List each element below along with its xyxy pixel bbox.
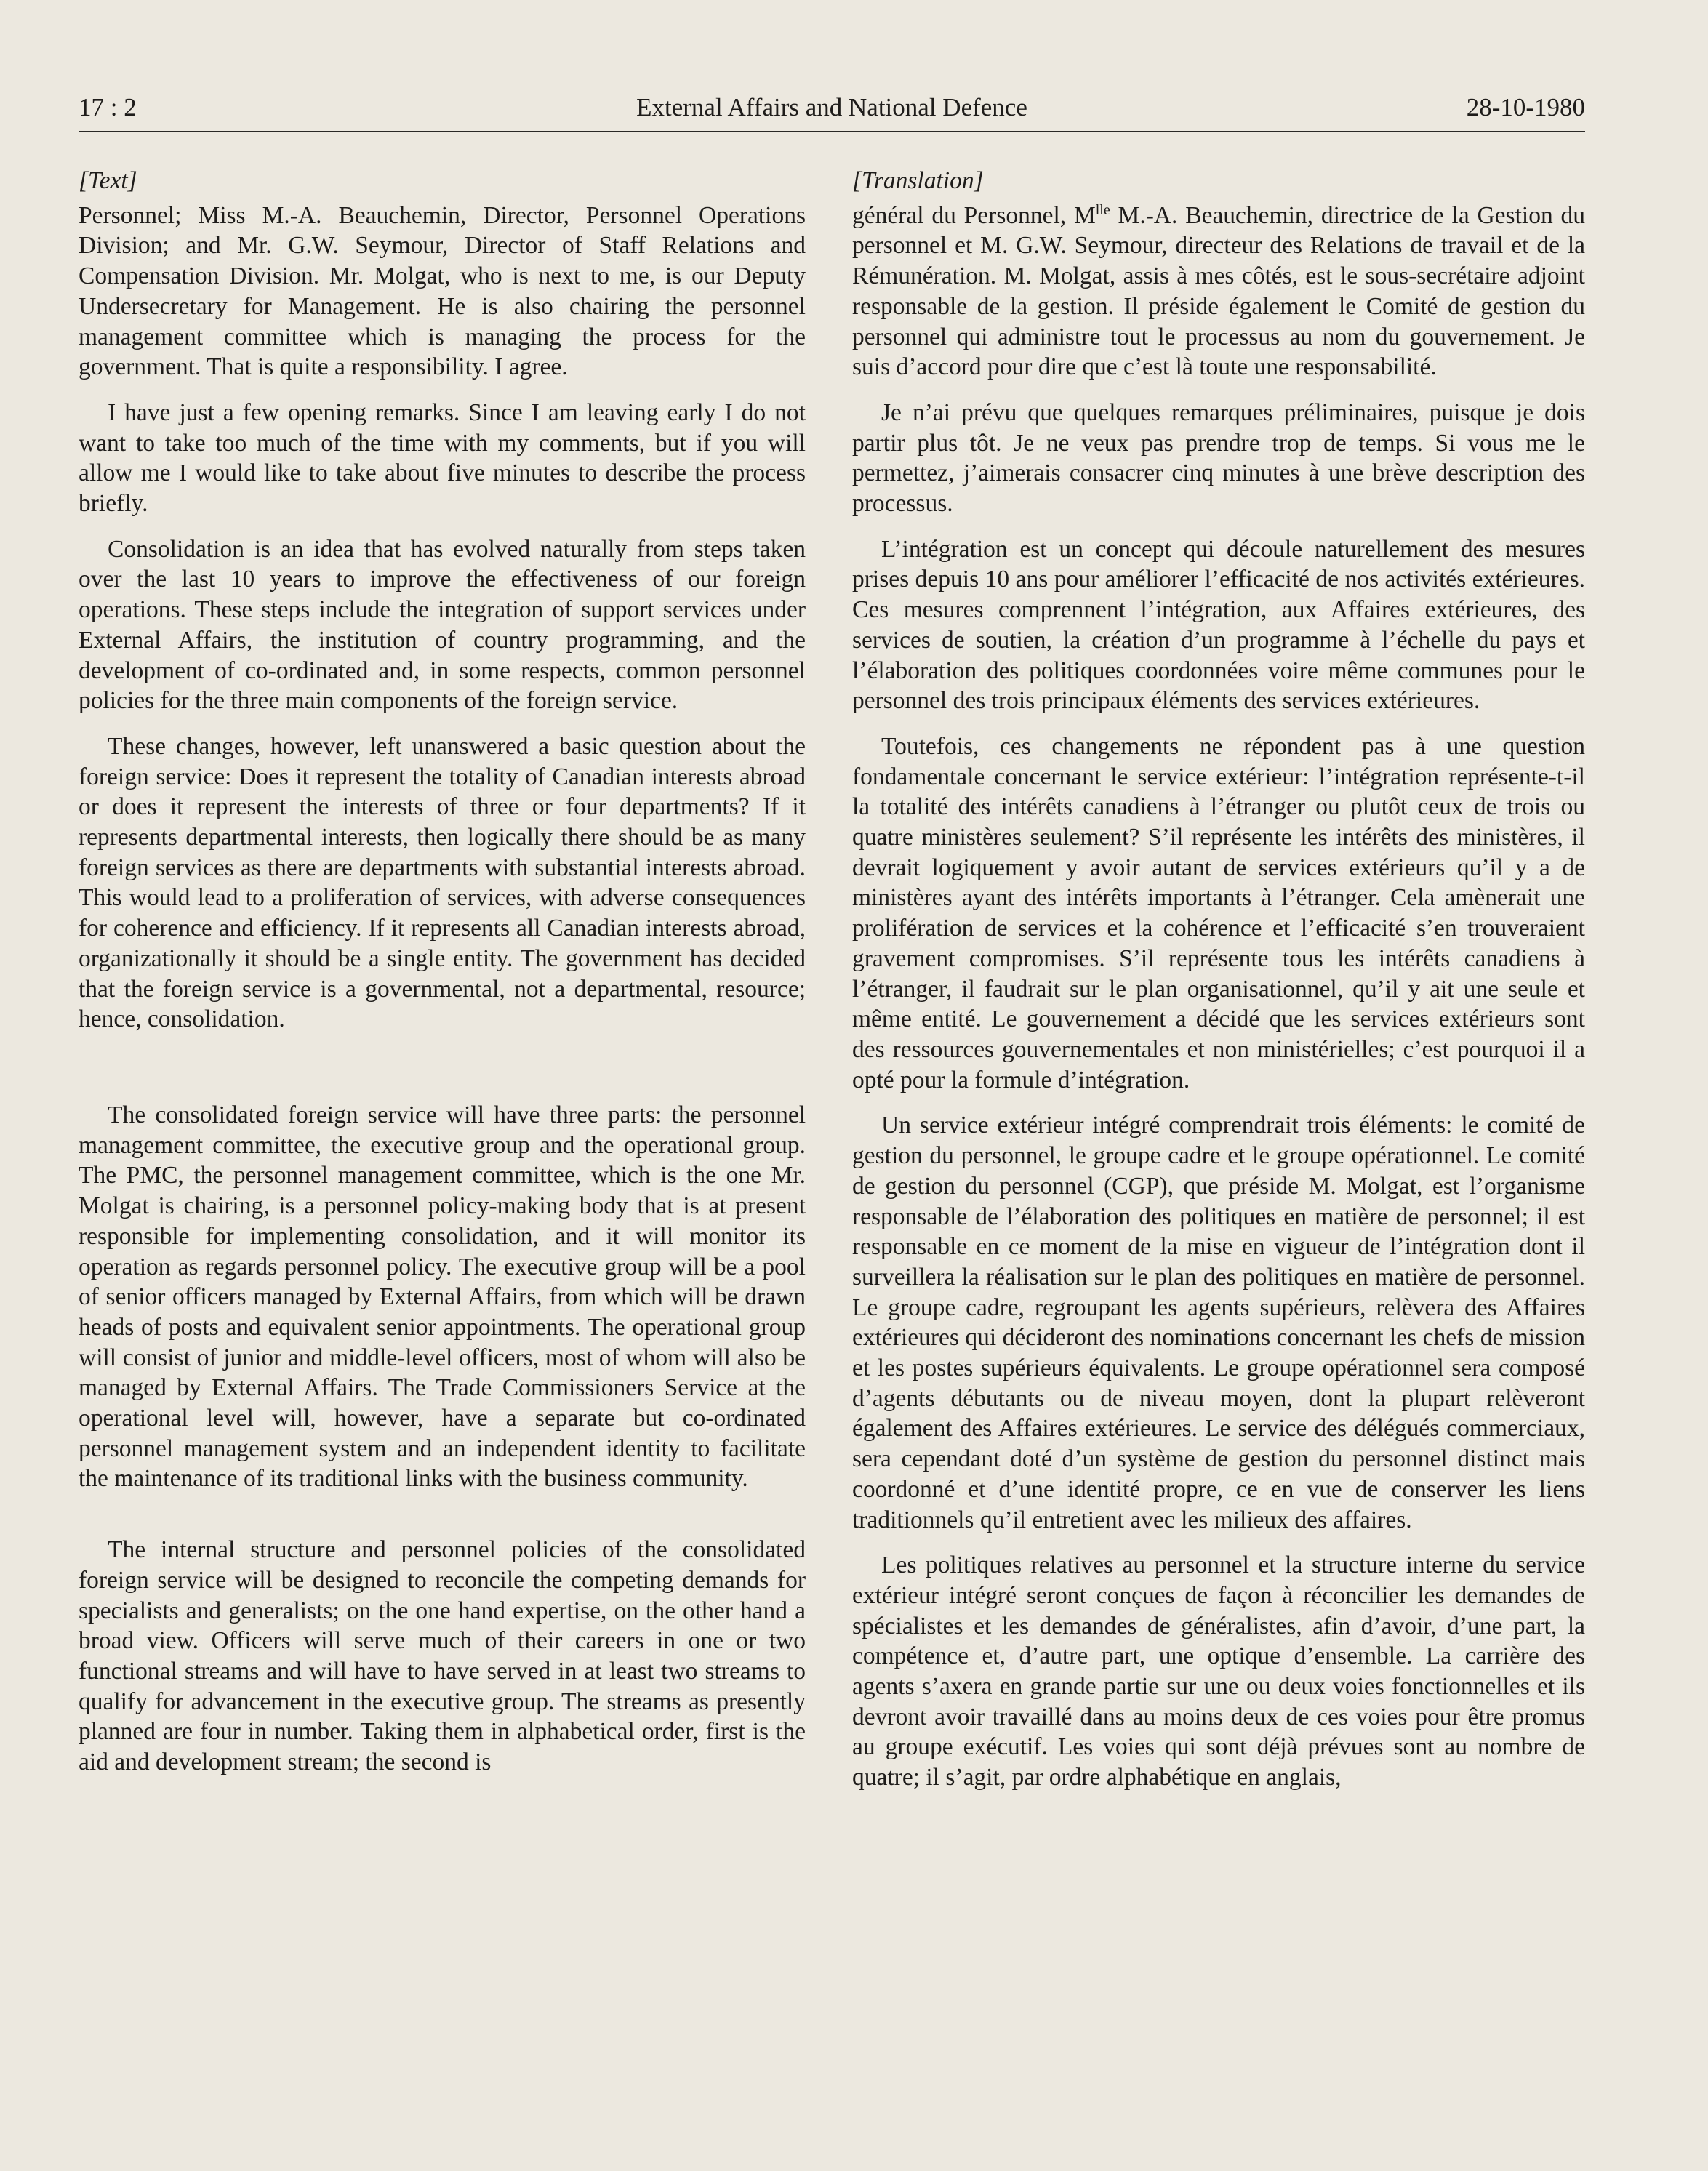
paragraph: Je n’ai prévu que quelques remarques préliminaires, puisque je dois partir plus tôt. Je ne veux pas prendre trop de temps. Si vous me le permettez, j’aimerais consacrer cinq minutes à une brève description des processus. bbox=[852, 398, 1585, 518]
paragraph: Consolidation is an idea that has evolved naturally from steps taken over the last 10 years to improve the effectiveness of our foreign operations. These steps include the integration of support services under External Affairs, the institution of country programming, and the development of co-ordinated and, in some respects, common personnel policies for the three main components of the foreign service. bbox=[79, 535, 806, 715]
french-column bbox=[852, 166, 1585, 1793]
text-label: [Text] bbox=[79, 167, 137, 194]
paragraph: Personnel; Miss M.-A. Beauchemin, Director, Personnel Operations Division; and Mr. G.W. Seymour, Director of Staff Relations and Compensation Division. Mr. Molgat, who is next to me, is our Deputy Undersecretary for Management. He is also chairing the personnel management committee which is managing the process for the government. That is quite a responsibility. I agree. bbox=[79, 201, 806, 381]
paragraph: The internal structure and personnel policies of the consolidated foreign service will be designed to reconcile the competing demands for specialists and generalists; on the one hand expertise, on the other hand a broad view. Officers will serve much of their careers in one or two functional streams and will have to have served in at least two streams to qualify for advancement in the executive group. The streams as presently planned are four in number. Taking them in alphabetical order, first is the aid and development stream; the second is bbox=[79, 1536, 806, 1776]
running-title: External Affairs and National Defence bbox=[636, 93, 1027, 121]
header-date: 28-10-1980 bbox=[1466, 93, 1585, 121]
paragraph: Les politiques relatives au personnel et la structure interne du service extérieur intégré seront conçues de façon à réconcilier les demandes de spécialistes et les demandes de généralistes, afin d’avoir, d’une part, la compétence et, d’autre part, une optique d’ensemble. La carrière des agents s’axera en grande partie sur une ou deux voies fonctionnelles et ils devront avoir travaillé dans au moins deux de ces voies pour être promus au groupe exécutif. Les voies qui sont déjà prévues sont au nombre de quatre; il s’agit, par ordre alphabétique en anglais, bbox=[852, 1552, 1585, 1791]
page-reference: 17 : 2 bbox=[79, 93, 137, 121]
paragraph: The consolidated foreign service will have three parts: the personnel management committee, the executive group and the operational group. The PMC, the personnel management committee, which is the one Mr. Molgat is chairing, is a personnel policy-making body that is at present responsible for implementing consolidation, and it will monitor its operation as regards personnel policy. The executive group will be a pool of senior officers managed by External Affairs, from which will be drawn heads of posts and equivalent senior appointments. The operational group will consist of junior and middle-level officers, most of whom will also be managed by External Affairs. The Trade Commissioners Service at the operational level will, however, have a separate but co-ordinated personnel management system and an independent identity to facilitate the maintenance of its traditional links with the business community. bbox=[79, 1101, 806, 1493]
paragraph: L’intégration est un concept qui découle naturellement des mesures prises depuis 10 ans pour améliorer l’efficacité de nos activités extérieures. Ces mesures comprennent l’intégration, aux Affaires extérieures, des services de soutien, la création d’un programme à l’échelle du pays et l’élaboration des politiques coordonnées voire même communes pour le personnel des trois principaux éléments des services extérieures. bbox=[852, 535, 1585, 715]
paragraph: These changes, however, left unanswered a basic question about the foreign service: Does it represent the totality of Canadian interests abroad or does it represent the interests of three or four departments? If it represents departmental interests, then logically there should be as many foreign services as there are departments with substantial interests abroad. This would lead to a proliferation of services, with adverse consequences for coherence and efficiency. If it represents all Canadian interests abroad, organizationally it should be a single entity. The government has decided that the foreign service is a governmental, not a departmental, resource; hence, consolidation. bbox=[79, 732, 806, 1033]
paragraph: I have just a few opening remarks. Since I am leaving early I do not want to take too much of the time with my comments, but if you will allow me I would like to take about five minutes to describe the process briefly. bbox=[79, 398, 806, 518]
paragraph: général du Personnel, $M^{lle}$ M.-A. Beauchemin, directrice de la Gestion du personnel et M. G.W. Seymour, directeur des Relations de travail et de la Rémunération. M. Molgat, assis à mes côtés, est le sous-secrétaire adjoint responsable de la gestion. Il préside également le Comité de gestion du personnel qui administre tout le processus au nom du gouvernement. Je suis d’accord pour dire que c’est là toute une responsabilité. bbox=[852, 201, 1585, 381]
translation-label: [Translation] bbox=[852, 167, 984, 194]
paragraph: Un service extérieur intégré comprendrait trois éléments: le comité de gestion du personnel, le groupe cadre et le groupe opérationnel. Le comité de gestion du personnel (CGP), que préside M. Molgat, est l’organisme responsable de l’élaboration des politiques en matière de personnel; il est responsable en ce moment de la mise en vigueur de l’intégration dont il surveillera la réalisation sur le plan des politiques en matière de personnel. Le groupe cadre, regroupant les agents supérieurs, relèvera des Affaires extérieures qui décideront des nominations concernant les chefs de mission et les postes supérieurs équivalents. Le groupe opérationnel sera composé d’agents débutants ou de niveau moyen, dont la plupart relèveront également des Affaires extérieures. Le service des délégués commerciaux, sera cependant doté d’un système de gestion du personnel distinct mais coordonné et d’une identité propre, ce en vue de conserver les liens traditionnels qu’il entretient avec les milieux des affaires. bbox=[852, 1112, 1585, 1533]
paragraph: Toutefois, ces changements ne répondent pas à une question fondamentale concernant le service extérieur: l’intégration représente-t-il la totalité des intérêts canadiens à l’étranger ou plutôt ceux de trois ou quatre ministères seulement? S’il représente les intérêts des ministères, il devrait logiquement y avoir autant de services extérieurs qu’il y a de ministères ayant des intérêts importants à l’étranger. Cela amènerait une prolifération de services et la cohérence et l’efficacité s’en trouveraient gravement compromises. S’il représente tous les intérêts canadiens à l’étranger, il faudrait sur le plan organisationnel, qu’il y ait une seule et même entité. Le gouvernement a décidé que les services extérieurs sont des ressources gouvernementales et non ministérielles; c’est pourquoi il a opté pour la formule d’intégration. bbox=[852, 732, 1585, 1093]
english-column bbox=[79, 166, 806, 1778]
page-header bbox=[79, 89, 1585, 132]
